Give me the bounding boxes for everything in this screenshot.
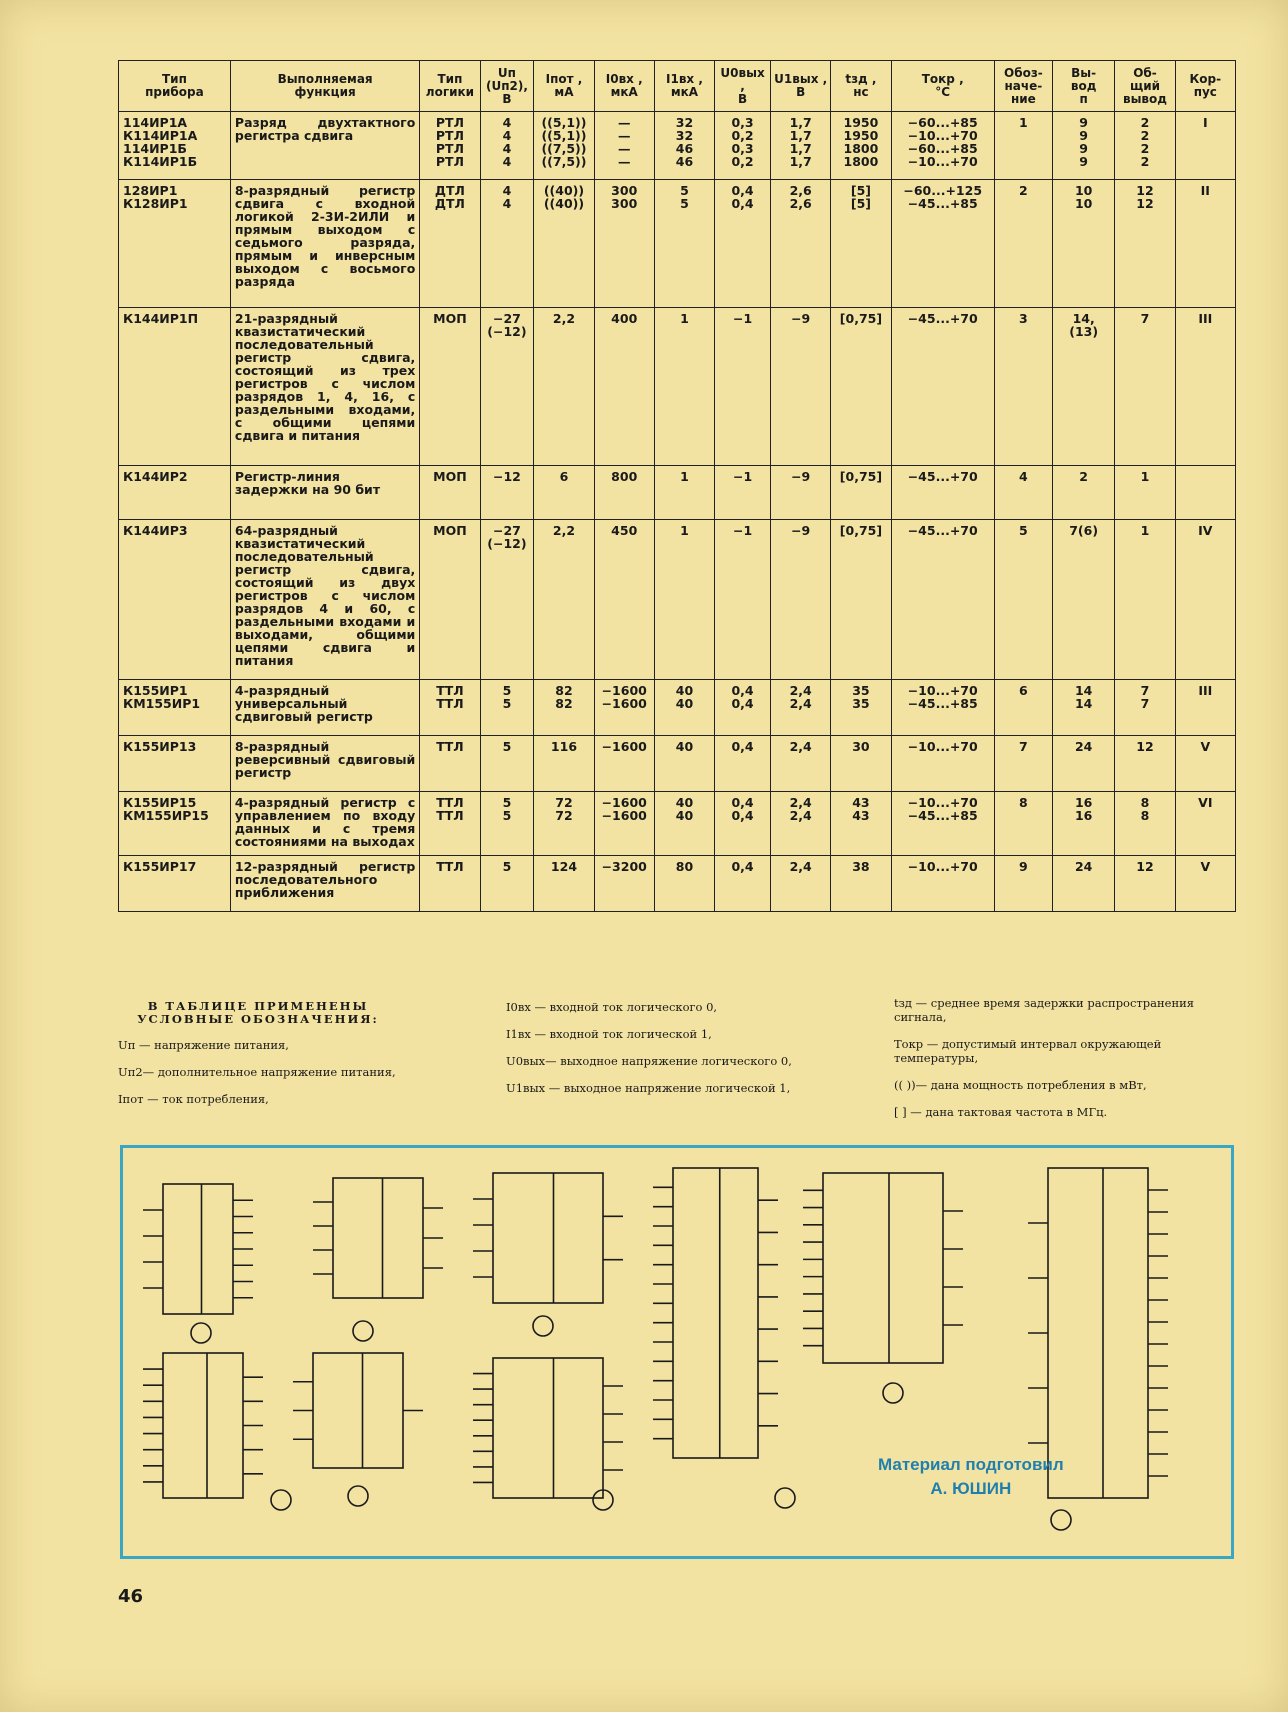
cell-func: 8-разрядный регистр сдвига с входной логикой 2-3И-2ИЛИ и прямым выходом с седьмого разряда, прямым и инверсным выходом с восьмого разряда <box>230 180 419 308</box>
diagram-number-circle <box>353 1321 373 1341</box>
cell-func: 64-разрядный квазистатический последовательный регистр сдвига, состоящий из двух регистров с числом разрядов 4 и 60, с раздельными входами и выходами, общими цепями сдвига и питания <box>230 520 419 680</box>
cell-i0: −1600 −1600 <box>594 792 654 856</box>
cell-oboz: 3 <box>994 308 1052 466</box>
cell-type: К144ИР2 <box>119 466 231 520</box>
cell-type: К144ИР3 <box>119 520 231 680</box>
cell-i0: 800 <box>594 466 654 520</box>
cell-vyvod: 24 <box>1052 736 1114 792</box>
cell-tzd: [0,75] <box>831 520 891 680</box>
cell-tokr: −10...+70 <box>891 736 994 792</box>
cell-vyvod: 24 <box>1052 856 1114 912</box>
table-row <box>119 308 1236 466</box>
cell-tokr: −10...+70 −45...+85 <box>891 680 994 736</box>
cell-korpus: II <box>1175 180 1235 308</box>
cell-vyvod: 2 <box>1052 466 1114 520</box>
register-table <box>118 60 1236 912</box>
legend-item: I0вх — входной ток логического 0, <box>506 1000 718 1014</box>
cell-type: 128ИР1 К128ИР1 <box>119 180 231 308</box>
cell-i1: 1 <box>654 308 714 466</box>
chip-symbol <box>1048 1168 1148 1498</box>
cell-i1: 40 <box>654 736 714 792</box>
column-header: Uп (Uп2), В <box>480 61 534 112</box>
cell-up: 4 4 <box>480 180 534 308</box>
cell-korpus: VI <box>1175 792 1235 856</box>
cell-u0: −1 <box>715 466 771 520</box>
cell-tzd: [5] [5] <box>831 180 891 308</box>
credit-line: Материал подготовил <box>878 1455 1064 1474</box>
chip-symbol <box>313 1353 403 1468</box>
column-header: Об- щий вывод <box>1115 61 1175 112</box>
cell-korpus: III <box>1175 308 1235 466</box>
cell-i0: −1600 −1600 <box>594 680 654 736</box>
column-header: Кор- пус <box>1175 61 1235 112</box>
cell-oboz: 2 <box>994 180 1052 308</box>
cell-common: 12 <box>1115 856 1175 912</box>
column-header: U0вых , В <box>715 61 771 112</box>
column-header: Обоз- наче- ние <box>994 61 1052 112</box>
cell-ipot: 72 72 <box>534 792 594 856</box>
cell-common: 1 <box>1115 466 1175 520</box>
cell-tokr: −45...+70 <box>891 466 994 520</box>
cell-oboz: 6 <box>994 680 1052 736</box>
legend-item: [ ] — дана тактовая частота в МГц. <box>894 1105 1108 1119</box>
cell-func: 21-разрядный квазистатический последовательный регистр сдвига, состоящий из трех регистров с числом разрядов 1, 4, 16, с раздельными входами, с общими цепями сдвига и питания <box>230 308 419 466</box>
cell-type: К155ИР15 КМ155ИР15 <box>119 792 231 856</box>
credit <box>878 1453 1064 1501</box>
table-row <box>119 112 1236 180</box>
cell-vyvod: 16 16 <box>1052 792 1114 856</box>
cell-i0: 400 <box>594 308 654 466</box>
cell-ipot: 124 <box>534 856 594 912</box>
cell-up: 5 <box>480 856 534 912</box>
cell-tzd: 35 35 <box>831 680 891 736</box>
legend <box>118 996 1236 1130</box>
cell-type: К155ИР1 КМ155ИР1 <box>119 680 231 736</box>
cell-logic: МОП <box>420 308 480 466</box>
cell-logic: РТЛ РТЛ РТЛ РТЛ <box>420 112 480 180</box>
cell-ipot: 116 <box>534 736 594 792</box>
column-header: Вы- вод п <box>1052 61 1114 112</box>
legend-item: Uп — напряжение питания, <box>118 1038 289 1052</box>
column-header: Тип логики <box>420 61 480 112</box>
cell-u0: 0,4 0,4 <box>715 792 771 856</box>
cell-tzd: 30 <box>831 736 891 792</box>
diagram-number-circle <box>883 1383 903 1403</box>
column-header: Tокр , °С <box>891 61 994 112</box>
cell-logic: ДТЛ ДТЛ <box>420 180 480 308</box>
table-row <box>119 520 1236 680</box>
cell-u1: 2,6 2,6 <box>771 180 831 308</box>
cell-tokr: −60...+125 −45...+85 <box>891 180 994 308</box>
legend-item: U1вых — выходное напряжение логической 1, <box>506 1081 791 1095</box>
cell-common: 8 8 <box>1115 792 1175 856</box>
cell-ipot: 2,2 <box>534 520 594 680</box>
cell-up: −12 <box>480 466 534 520</box>
legend-item: Uп2— дополнительное напряжение питания, <box>118 1065 396 1079</box>
cell-u1: −9 <box>771 466 831 520</box>
cell-type: К144ИР1П <box>119 308 231 466</box>
cell-oboz: 8 <box>994 792 1052 856</box>
cell-vyvod: 14, (13) <box>1052 308 1114 466</box>
diagram-number-circle <box>775 1488 795 1508</box>
cell-tzd: 1950 1950 1800 1800 <box>831 112 891 180</box>
cell-tokr: −45...+70 <box>891 520 994 680</box>
cell-i1: 1 <box>654 520 714 680</box>
cell-oboz: 4 <box>994 466 1052 520</box>
cell-u0: 0,3 0,2 0,3 0,2 <box>715 112 771 180</box>
cell-up: −27 (−12) <box>480 520 534 680</box>
legend-title: В ТАБЛИЦЕ ПРИМЕНЕНЫ УСЛОВНЫЕ ОБОЗНАЧЕНИЯ: <box>137 999 379 1026</box>
cell-i1: 5 5 <box>654 180 714 308</box>
cell-type: К155ИР13 <box>119 736 231 792</box>
cell-common: 12 12 <box>1115 180 1175 308</box>
cell-tzd: 38 <box>831 856 891 912</box>
cell-i1: 40 40 <box>654 680 714 736</box>
cell-u0: 0,4 0,4 <box>715 180 771 308</box>
cell-korpus: I <box>1175 112 1235 180</box>
cell-i0: −1600 <box>594 736 654 792</box>
legend-item: Tокр — допустимый интервал окружающей температуры, <box>894 1037 1162 1065</box>
cell-tzd: [0,75] <box>831 308 891 466</box>
diagram-number-circle <box>271 1490 291 1510</box>
legend-item: I1вх — входной ток логической 1, <box>506 1027 712 1041</box>
cell-logic: МОП <box>420 520 480 680</box>
table-row <box>119 180 1236 308</box>
cell-up: 4 4 4 4 <box>480 112 534 180</box>
cell-tokr: −45...+70 <box>891 308 994 466</box>
cell-oboz: 5 <box>994 520 1052 680</box>
cell-korpus: IV <box>1175 520 1235 680</box>
cell-ipot: ((40)) ((40)) <box>534 180 594 308</box>
column-header: tзд , нс <box>831 61 891 112</box>
column-header: Iпот , мА <box>534 61 594 112</box>
legend-item: Iпот — ток потребления, <box>118 1092 269 1106</box>
legend-item: U0вых— выходное напряжение логического 0, <box>506 1054 792 1068</box>
credit-author: А. ЮШИН <box>930 1479 1012 1498</box>
cell-type: К155ИР17 <box>119 856 231 912</box>
cell-logic: ТТЛ ТТЛ <box>420 792 480 856</box>
cell-u1: −9 <box>771 520 831 680</box>
column-header: I0вх , мкА <box>594 61 654 112</box>
cell-common: 2 2 2 2 <box>1115 112 1175 180</box>
cell-oboz: 9 <box>994 856 1052 912</box>
cell-u0: −1 <box>715 520 771 680</box>
cell-logic: ТТЛ <box>420 736 480 792</box>
chip-symbol <box>163 1184 233 1314</box>
cell-i1: 32 32 46 46 <box>654 112 714 180</box>
cell-u1: 1,7 1,7 1,7 1,7 <box>771 112 831 180</box>
cell-u1: 2,4 2,4 <box>771 792 831 856</box>
cell-up: 5 5 <box>480 680 534 736</box>
legend-item: tзд — среднее время задержки распространения сигнала, <box>894 996 1195 1024</box>
table-row <box>119 856 1236 912</box>
cell-i0: 450 <box>594 520 654 680</box>
chip-symbol <box>823 1173 943 1363</box>
cell-up: 5 5 <box>480 792 534 856</box>
cell-common: 1 <box>1115 520 1175 680</box>
table-row <box>119 736 1236 792</box>
cell-u1: −9 <box>771 308 831 466</box>
cell-u1: 2,4 <box>771 856 831 912</box>
cell-korpus: III <box>1175 680 1235 736</box>
cell-i1: 1 <box>654 466 714 520</box>
cell-vyvod: 14 14 <box>1052 680 1114 736</box>
cell-logic: МОП <box>420 466 480 520</box>
cell-u0: 0,4 <box>715 736 771 792</box>
pinout-diagrams <box>123 1148 1231 1556</box>
table-row <box>119 680 1236 736</box>
diagram-number-circle <box>191 1323 211 1343</box>
cell-i0: −3200 <box>594 856 654 912</box>
cell-u0: −1 <box>715 308 771 466</box>
cell-tokr: −10...+70 −45...+85 <box>891 792 994 856</box>
cell-func: 4-разрядный универсальный сдвиговый регистр <box>230 680 419 736</box>
cell-ipot: 2,2 <box>534 308 594 466</box>
cell-up: 5 <box>480 736 534 792</box>
cell-u1: 2,4 2,4 <box>771 680 831 736</box>
chip-symbol <box>333 1178 423 1298</box>
cell-ipot: 6 <box>534 466 594 520</box>
cell-tzd: 43 43 <box>831 792 891 856</box>
legend-item: (( ))— дана мощность потребления в мВт, <box>894 1078 1147 1092</box>
cell-i0: 300 300 <box>594 180 654 308</box>
chip-symbol <box>673 1168 758 1458</box>
cell-logic: ТТЛ <box>420 856 480 912</box>
column-header: Тип прибора <box>119 61 231 112</box>
cell-i1: 80 <box>654 856 714 912</box>
diagram-number-circle <box>348 1486 368 1506</box>
cell-u0: 0,4 <box>715 856 771 912</box>
chip-symbol <box>493 1173 603 1303</box>
chip-symbol <box>163 1353 243 1498</box>
cell-type: 114ИР1А К114ИР1А 114ИР1Б К114ИР1Б <box>119 112 231 180</box>
cell-oboz: 1 <box>994 112 1052 180</box>
cell-u1: 2,4 <box>771 736 831 792</box>
cell-func: Разряд двухтактного регистра сдвига <box>230 112 419 180</box>
cell-i0: — — — — <box>594 112 654 180</box>
table-row <box>119 466 1236 520</box>
cell-common: 7 <box>1115 308 1175 466</box>
cell-i1: 40 40 <box>654 792 714 856</box>
cell-func: 8-разрядный реверсивный сдвиговый регистр <box>230 736 419 792</box>
column-header: I1вх , мкА <box>654 61 714 112</box>
page-number: 46 <box>118 1586 144 1607</box>
cell-tokr: −60...+85 −10...+70 −60...+85 −10...+70 <box>891 112 994 180</box>
cell-tzd: [0,75] <box>831 466 891 520</box>
diagram-number-circle <box>533 1316 553 1336</box>
cell-ipot: 82 82 <box>534 680 594 736</box>
cell-func: 4-разрядный регистр с управлением по входу данных и с тремя состояниями на выходах <box>230 792 419 856</box>
cell-common: 12 <box>1115 736 1175 792</box>
cell-vyvod: 9 9 9 9 <box>1052 112 1114 180</box>
cell-func: 12-разрядный регистр последовательного приближения <box>230 856 419 912</box>
cell-common: 7 7 <box>1115 680 1175 736</box>
column-header: Выполняемая функция <box>230 61 419 112</box>
diagram-number-circle <box>1051 1510 1071 1530</box>
cell-func: Регистр-линия задержки на 90 бит <box>230 466 419 520</box>
cell-oboz: 7 <box>994 736 1052 792</box>
cell-korpus: V <box>1175 856 1235 912</box>
chip-symbol <box>493 1358 603 1498</box>
cell-korpus <box>1175 466 1235 520</box>
cell-vyvod: 7(6) <box>1052 520 1114 680</box>
cell-ipot: ((5,1)) ((5,1)) ((7,5)) ((7,5)) <box>534 112 594 180</box>
table-header <box>119 61 1236 112</box>
pinout-diagrams-panel <box>120 1145 1234 1559</box>
column-header: U1вых , В <box>771 61 831 112</box>
cell-tokr: −10...+70 <box>891 856 994 912</box>
cell-vyvod: 10 10 <box>1052 180 1114 308</box>
cell-korpus: V <box>1175 736 1235 792</box>
cell-u0: 0,4 0,4 <box>715 680 771 736</box>
cell-logic: ТТЛ ТТЛ <box>420 680 480 736</box>
cell-up: −27 (−12) <box>480 308 534 466</box>
table-row <box>119 792 1236 856</box>
